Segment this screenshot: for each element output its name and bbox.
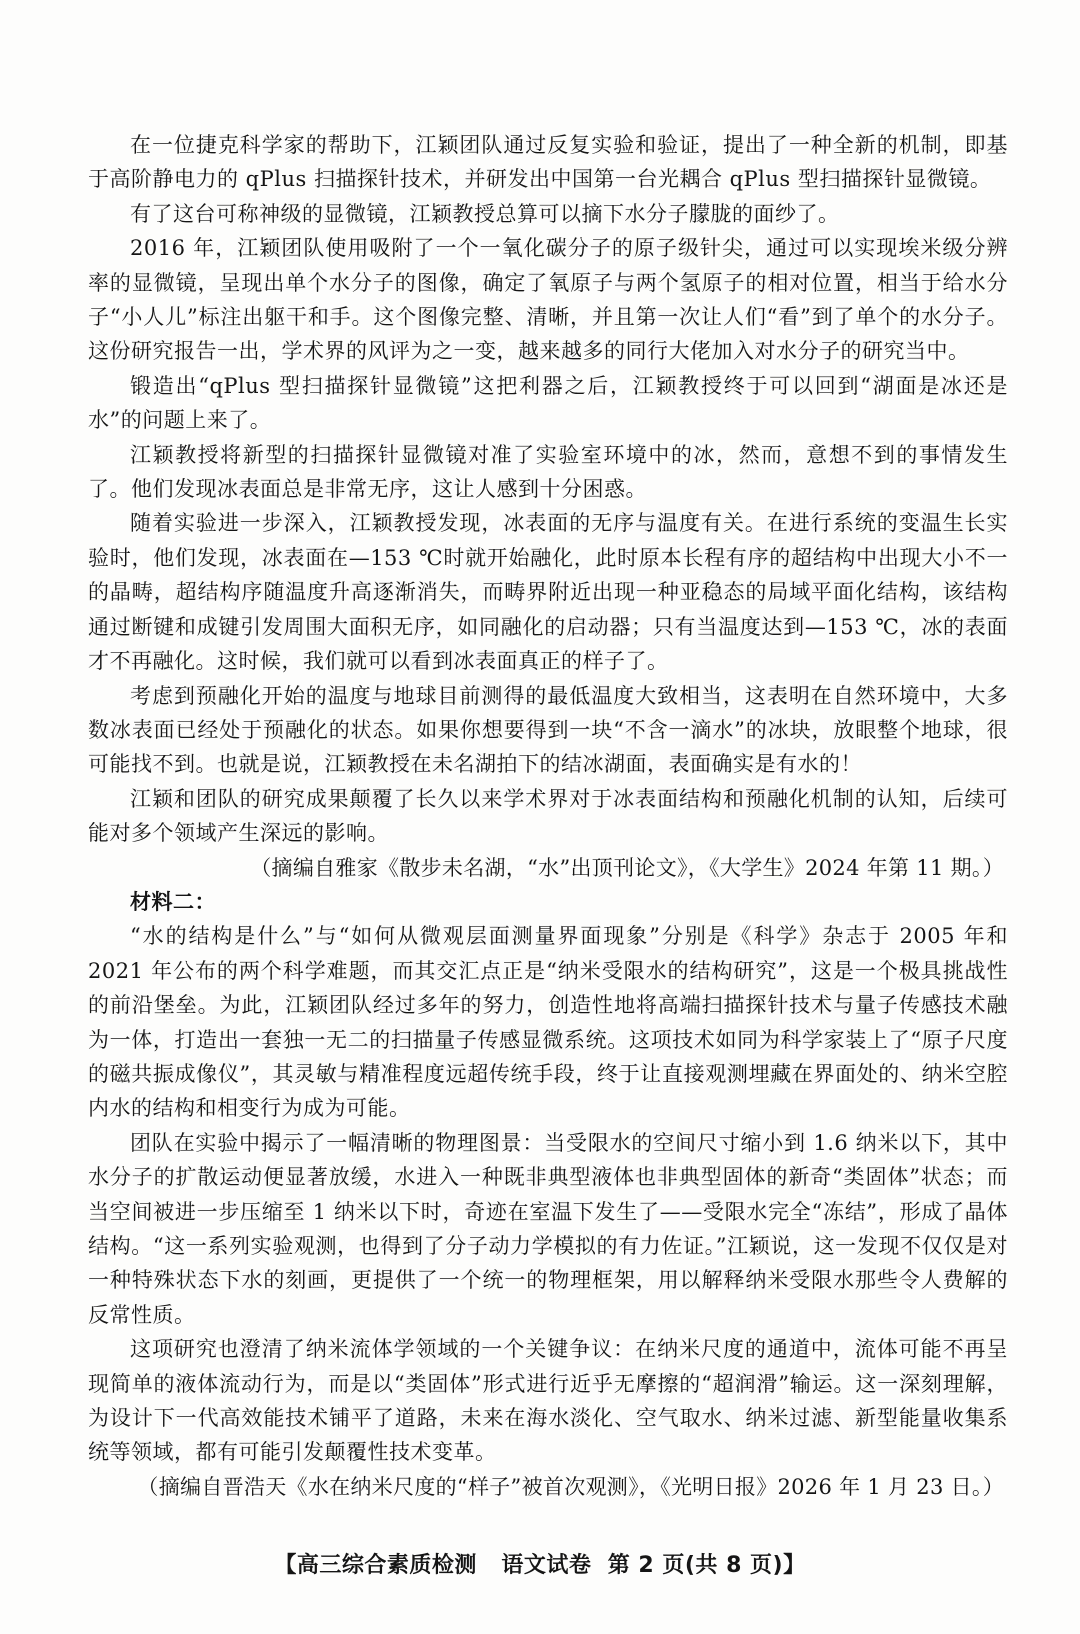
page-footer: [0, 1548, 1080, 1579]
paragraph: 锻造出“qPlus 型扫描探针显微镜”这把利器之后，江颖教授终于可以回到“湖面是冰还是水”的问题上来了。: [88, 373, 1008, 433]
paragraph: 这项研究也澄清了纳米流体学领域的一个关键争议：在纳米尺度的通道中，流体可能不再呈现简单的液体流动行为，而是以“类固体”形式进行近乎无摩擦的“超润滑”输运。这一深刻理解，为设计下一代高效能技术铺平了道路，未来在海水淡化、空气取水、纳米过滤、新型能量收集系统等领域，都有可能引发颠覆性技术变革。: [88, 1337, 1008, 1465]
paragraph: 江颖和团队的研究成果颠覆了长久以来学术界对于冰表面结构和预融化机制的认知，后续可能对多个领域产生深远的影响。: [88, 786, 1008, 846]
paragraph: 考虑到预融化开始的温度与地球目前测得的最低温度大致相当，这表明在自然环境中，大多数冰表面已经处于预融化的状态。如果你想要得到一块“不含一滴水”的冰块，放眼整个地球，很可能找不到。也就是说，江颖教授在未名湖拍下的结冰湖面，表面确实是有水的！: [88, 683, 1008, 777]
material-one-body: [88, 128, 1008, 885]
paragraph: 随着实验进一步深入，江颖教授发现，冰表面的无序与温度有关。在进行系统的变温生长实验时，他们发现，冰表面在—153 ℃时就开始融化，此时原本长程有序的超结构中出现大小不一的晶畴，超结构序随温度升高逐渐消失，而畴界附近出现一种亚稳态的局域平面化结构，该结构通过断键和成键引发周围大面积无序，如同融化的启动器；只有当温度达到—153 ℃，冰的表面才不再融化。这时候，我们就可以看到冰表面真正的样子了。: [88, 511, 1008, 674]
footer-subject: 语文试卷: [501, 1553, 592, 1578]
footer-page-number: 第 2 页(共 8 页)】: [607, 1553, 806, 1578]
footer-exam-name: 【高三综合素质检测: [274, 1553, 477, 1578]
paragraph: 在一位捷克科学家的帮助下，江颖团队通过反复实验和验证，提出了一种全新的机制，即基于高阶静电力的 qPlus 扫描探针技术，并研发出中国第一台光耦合 qPlus 型扫描探针显微镜。: [88, 133, 1008, 192]
paragraph: 2016 年，江颖团队使用吸附了一个一氧化碳分子的原子级针尖，通过可以实现埃米级分辨率的显微镜，呈现出单个水分子的图像，确定了氧原子与两个氢原子的相对位置，相当于给水分子“小人儿”标注出躯干和手。这个图像完整、清晰，并且第一次让人们“看”到了单个的水分子。这份研究报告一出，学术界的风评为之一变，越来越多的同行大佬加入对水分子的研究当中。: [88, 236, 1008, 364]
section-heading: 材料二：: [130, 888, 216, 914]
source-citation: （摘编自晋浩天《水在纳米尺度的“样子”被首次观测》，《光明日报》2026 年 1 月 23 日。）: [137, 1474, 1004, 1499]
material-two-body: [88, 885, 1008, 1504]
paragraph: “水的结构是什么”与“如何从微观层面测量界面现象”分别是《科学》杂志于 2005 年和 2021 年公布的两个科学难题，而其交汇点正是“纳米受限水的结构研究”，这是一个极具挑战性的前沿堡垒。为此，江颖团队经过多年的努力，创造性地将高端扫描探针技术与量子传感技术融为一体，打造出一套独一无二的扫描量子传感显微系统。这项技术如同为科学家装上了“原子尺度的磁共振成像仪”，其灵敏与精准程度远超传统手段，终于让直接观测埋藏在界面处的、纳米空腔内水的结构和相变行为成为可能。: [88, 924, 1008, 1121]
source-citation: （摘编自雅家《散步未名湖，“水”出顶刊论文》，《大学生》2024 年第 11 期。）: [250, 855, 1004, 880]
paragraph: 团队在实验中揭示了一幅清晰的物理图景：当受限水的空间尺寸缩小到 1.6 纳米以下，其中水分子的扩散运动便显著放缓，水进入一种既非典型液体也非典型固体的新奇“类固体”状态；而当空间被进一步压缩至 1 纳米以下时，奇迹在室温下发生了——受限水完全“冻结”，形成了晶体结构。“这一系列实验观测，也得到了分子动力学模拟的有力佐证。”江颖说，这一发现不仅仅是对一种特殊状态下水的刻画，更提供了一个统一的物理框架，用以解释纳米受限水那些令人费解的反常性质。: [88, 1130, 1008, 1327]
paragraph: 江颖教授将新型的扫描探针显微镜对准了实验室环境中的冰，然而，意想不到的事情发生了。他们发现冰表面总是非常无序，这让人感到十分困惑。: [88, 442, 1008, 502]
paragraph: 有了这台可称神级的显微镜，江颖教授总算可以摘下水分子朦胧的面纱了。: [130, 201, 840, 226]
